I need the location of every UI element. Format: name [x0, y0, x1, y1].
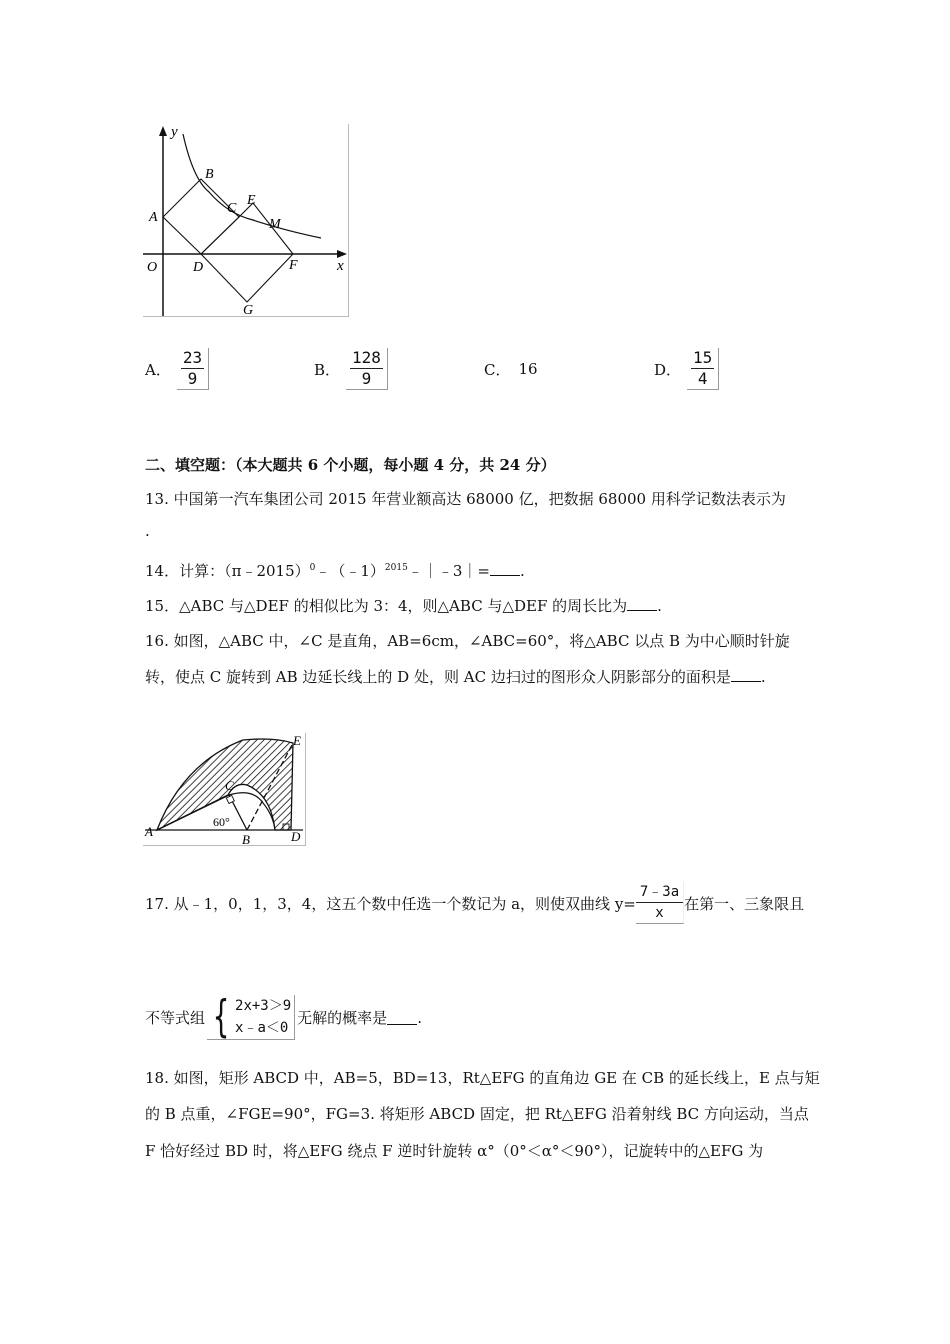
square-abdc: [163, 179, 239, 254]
q14-exp-0: 0: [309, 563, 316, 573]
q14-mid: ﹣（﹣1）: [315, 562, 385, 580]
label-x: x: [337, 258, 344, 274]
q14-exp-2015: 2015: [384, 563, 408, 573]
option-b[interactable]: [314, 346, 388, 392]
q14-suffix: ﹣｜﹣3｜=: [407, 562, 490, 580]
label-b: B: [242, 832, 250, 845]
option-b-numerator: 128: [352, 348, 381, 367]
label-y: y: [171, 124, 178, 140]
label-g: G: [243, 303, 254, 316]
q16-end: .: [760, 668, 766, 686]
q17-line-2-prefix: 不等式组: [145, 1009, 206, 1027]
q17-line-2-suffix: 无解的概率是: [297, 1009, 388, 1027]
label-c: C: [227, 201, 237, 216]
option-a-numerator: 23: [182, 348, 203, 367]
label-e: E: [293, 733, 301, 748]
question-15: [145, 595, 662, 616]
q14-end: .: [519, 562, 525, 580]
x-axis-arrow: [337, 250, 347, 258]
q17-prefix: 17. 从﹣1，0，1，3，4，这五个数中任选一个数记为 a，则使双曲线 y=: [145, 894, 636, 913]
q17-suffix: 在第一、三象限且: [684, 894, 805, 913]
option-d-numerator: 15: [693, 348, 713, 367]
answer-blank[interactable]: [490, 561, 520, 576]
q15-text: 15．△ABC 与△DEF 的相似比为 3：4，则△ABC 与△DEF 的周长比为: [145, 597, 628, 615]
option-a-letter: A．: [145, 360, 171, 379]
figure-rotation-sweep: [143, 733, 306, 846]
label-m: M: [269, 217, 281, 232]
q15-end: .: [657, 597, 662, 615]
figure-hyperbola-squares: [143, 124, 349, 317]
question-13-line-2: .: [145, 522, 150, 540]
q17-end: .: [417, 1008, 422, 1027]
label-d: D: [291, 829, 301, 844]
answer-blank[interactable]: [731, 667, 761, 682]
label-f: F: [289, 258, 298, 273]
label-a: A: [145, 824, 153, 839]
option-d-denominator: 4: [697, 369, 708, 388]
option-d-letter: D．: [654, 360, 682, 379]
option-d-fraction: [687, 348, 719, 390]
label-b: B: [205, 167, 214, 182]
question-16-line-1: 16. 如图，△ABC 中，∠C 是直角，AB=6cm，∠ABC=60°，将△ABC 以点 B 为中心顺时针旋: [145, 632, 790, 650]
question-14: [145, 560, 525, 581]
question-17-line-1: [145, 882, 804, 924]
label-angle: 60°: [213, 815, 230, 829]
option-a[interactable]: [145, 346, 209, 392]
q17-frac-num: 7﹣3a: [636, 882, 683, 903]
q16-line-2-text: 转，使点 C 旋转到 AB 边延长线上的 D 处，则 AC 边扫过的图形众人阴影部分的面积是: [145, 668, 731, 686]
q17-frac-den: x: [655, 905, 664, 921]
question-16-line-2: [145, 666, 766, 687]
label-d: D: [193, 260, 204, 275]
y-axis-arrow: [159, 126, 167, 136]
label-e: E: [247, 193, 256, 208]
option-c-letter: C．: [484, 360, 511, 379]
question-18-line-3: F 恰好经过 BD 时，将△EFG 绕点 F 逆时针旋转 α°（0°＜α°＜90°），记旋转中的△EFG 为: [145, 1142, 764, 1160]
label-a: A: [149, 210, 158, 225]
brace-icon: {: [212, 991, 230, 1042]
option-b-fraction: [346, 348, 388, 390]
option-a-fraction: [177, 348, 209, 390]
answer-blank[interactable]: [387, 1010, 417, 1025]
question-13-line-1: 13. 中国第一汽车集团公司 2015 年营业额高达 68000 亿，把数据 68000 用科学记数法表示为: [145, 490, 786, 508]
answer-blank[interactable]: [627, 596, 657, 611]
question-18-line-1: 18. 如图，矩形 ABCD 中，AB=5，BD=13，Rt△EFG 的直角边 GE 在 CB 的延长线上，E 点与矩: [145, 1069, 820, 1087]
label-c: C: [225, 778, 234, 793]
label-o: O: [147, 260, 158, 275]
option-c-text: 16: [518, 360, 538, 378]
option-a-denominator: 9: [187, 369, 198, 388]
inequality-2: x﹣a＜0: [235, 1020, 289, 1036]
section-2-heading: 二、填空题：（本大题共 6 个小题，每小题 4 分，共 24 分）: [145, 456, 556, 474]
q14-prefix: 14．计算：（π﹣2015）: [145, 562, 310, 580]
option-b-letter: B．: [314, 360, 341, 379]
hyperbola-curve: [183, 134, 321, 238]
q17-fraction: [636, 882, 684, 924]
inequality-1: 2x+3＞9: [235, 998, 292, 1014]
option-c[interactable]: [484, 346, 538, 392]
question-17-line-2: [145, 991, 422, 1042]
option-b-denominator: 9: [361, 369, 372, 388]
option-d[interactable]: [654, 346, 719, 392]
inequality-system: [207, 991, 295, 1042]
question-18-line-2: 的 B 点重，∠FGE=90°，FG=3. 将矩形 ABCD 固定，把 Rt△EFG 沿着射线 BC 方向运动，当点: [145, 1105, 809, 1123]
